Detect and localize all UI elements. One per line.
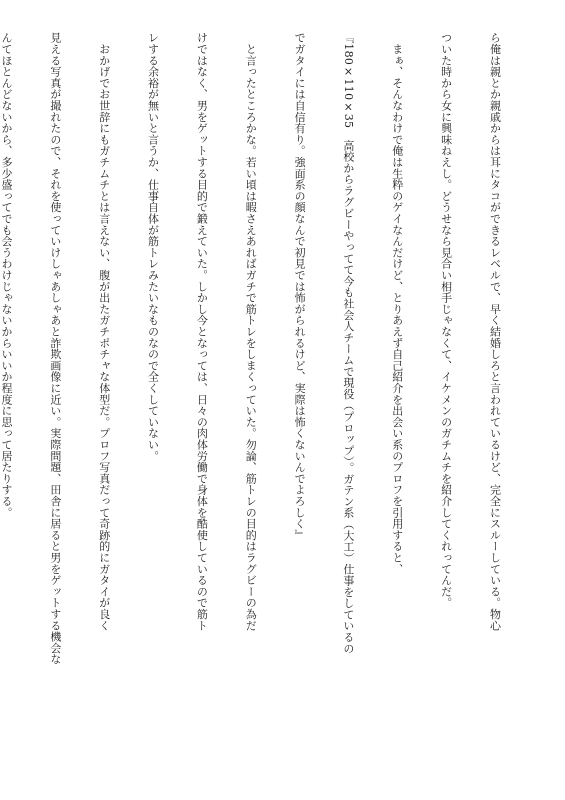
text-line: んてほとんどないから、多少盛ってでも会うわけじゃないからいいか程度に思って居たりする。 [0,32,13,518]
text-line: ついた時から女に興味ねえし。どうせなら見合い相手じゃなくて、イケメンのガチムチを紹介してくれってんだ。 [439,32,453,609]
text-line: おかげでお世辞にもガチムチとは言えない、腹が出たガチポチャな体型だ。プロフ写真だって奇跡的にガタイが良く [97,32,111,631]
text-line: 見える写真が撮れたので、それを使っていけしゃあしゃあと詐欺画像に近い。実際問題、田舎に居ると男をゲットする機会な [48,32,62,665]
text-line: けではなく、男をゲットする目的で鍛えていた。しかし今となっては、日々の肉体労働で身体を酷使しているので筋ト [195,32,209,631]
text-line: でガタイには自信有り。強面系の顔なんで初見では怖がられるけど、実際は怖くないんでよろしく』 [293,32,307,541]
text-line: ら俺は親とか親戚からは耳にタコができるレベルで、早く結婚しろと言われているけど、完全にスルーしている。物心 [488,32,502,631]
text-line: と言ったところかな。若い頃は暇さえあればガチで筋トレをしまくっていた。勿論、筋トレの目的はラグビーの為だ [244,32,258,631]
vertical-text-block [0,32,535,768]
text-line: 『180×110×35 高校からラグビーやってて今も社会人チームで現役（プロップ）。ガテン系（大工）仕事をしているの [341,32,355,654]
text-line: レする余裕が無いと言うか、仕事自体が筋トレみたいなものなので全くしていない。 [146,32,160,462]
text-line: まぁ、そんなわけで俺は生粋のゲイなんだけど、とりあえず自己紹介を出会い系のプロフを引用すると、 [390,32,404,575]
